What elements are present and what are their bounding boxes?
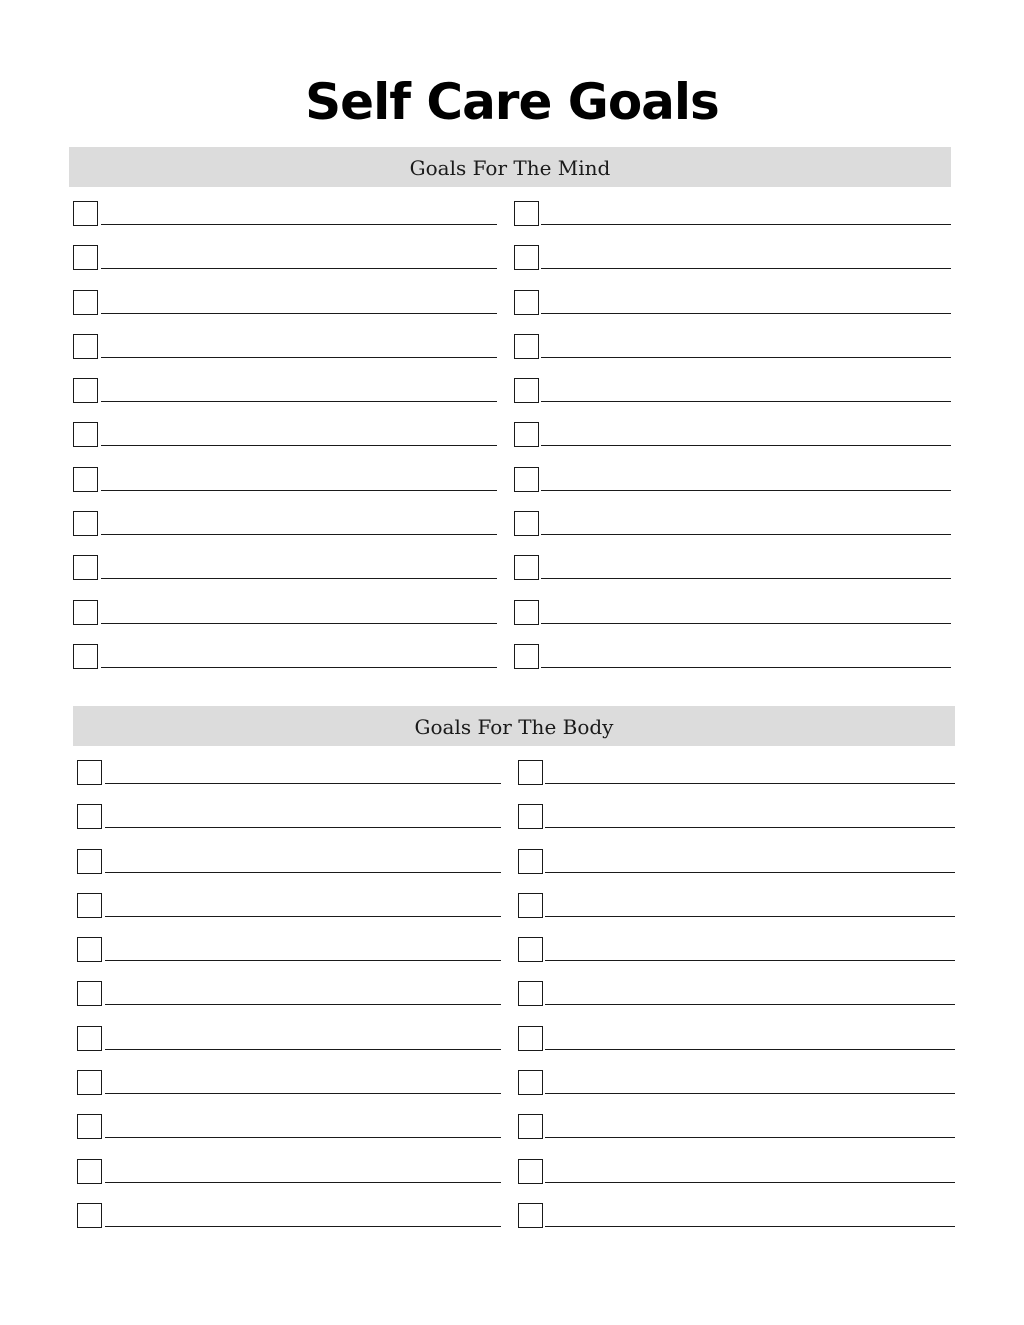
- goal-checkbox[interactable]: [514, 334, 539, 359]
- goal-item: [69, 555, 498, 599]
- goal-write-line[interactable]: [105, 1137, 501, 1138]
- goal-write-line[interactable]: [541, 268, 951, 269]
- goal-item: [502, 893, 955, 937]
- goal-checkbox[interactable]: [73, 511, 98, 536]
- goal-write-line[interactable]: [541, 313, 951, 314]
- goal-item: [498, 467, 951, 511]
- goal-write-line[interactable]: [541, 578, 951, 579]
- goal-write-line[interactable]: [541, 490, 951, 491]
- goal-write-line[interactable]: [105, 1182, 501, 1183]
- goal-item: [502, 1203, 955, 1247]
- goal-item: [502, 760, 955, 804]
- goal-write-line[interactable]: [545, 827, 955, 828]
- goal-item: [73, 893, 502, 937]
- goal-checkbox[interactable]: [73, 334, 98, 359]
- goal-checkbox[interactable]: [518, 937, 543, 962]
- goal-item: [69, 378, 498, 422]
- goal-item: [69, 467, 498, 511]
- goal-checkbox[interactable]: [73, 201, 98, 226]
- goal-column: [498, 201, 951, 688]
- goal-write-line[interactable]: [541, 401, 951, 402]
- goal-item: [69, 290, 498, 334]
- goal-item: [498, 201, 951, 245]
- goal-item: [73, 981, 502, 1025]
- goal-checkbox[interactable]: [73, 555, 98, 580]
- goal-item: [73, 1203, 502, 1247]
- goal-item: [498, 600, 951, 644]
- goal-checkbox[interactable]: [514, 245, 539, 270]
- goal-item: [73, 760, 502, 804]
- goal-checkbox[interactable]: [73, 245, 98, 270]
- goal-checkbox[interactable]: [518, 1114, 543, 1139]
- goal-write-line[interactable]: [545, 1049, 955, 1050]
- goal-checkbox[interactable]: [77, 893, 102, 918]
- goal-item: [73, 1026, 502, 1070]
- goal-write-line[interactable]: [101, 578, 497, 579]
- goal-item: [73, 1070, 502, 1114]
- goal-checkbox[interactable]: [518, 804, 543, 829]
- goal-column: [502, 760, 955, 1247]
- section-body: [73, 706, 955, 1247]
- goal-write-line[interactable]: [545, 783, 955, 784]
- goal-write-line[interactable]: [105, 783, 501, 784]
- goal-checkbox[interactable]: [518, 1070, 543, 1095]
- goal-write-line[interactable]: [101, 534, 497, 535]
- goal-checkbox[interactable]: [514, 201, 539, 226]
- goal-item: [502, 1114, 955, 1158]
- goal-checkbox[interactable]: [514, 511, 539, 536]
- section-heading-mind: Goals For The Mind: [69, 147, 951, 187]
- goal-write-line[interactable]: [541, 623, 951, 624]
- goal-item: [498, 334, 951, 378]
- goal-checkbox[interactable]: [77, 1026, 102, 1051]
- goal-item: [69, 511, 498, 555]
- goal-write-line[interactable]: [101, 313, 497, 314]
- goal-item: [498, 511, 951, 555]
- goal-write-line[interactable]: [545, 1137, 955, 1138]
- goal-write-line[interactable]: [101, 445, 497, 446]
- goal-checkbox[interactable]: [77, 1114, 102, 1139]
- goal-write-line[interactable]: [541, 357, 951, 358]
- goal-checkbox[interactable]: [77, 804, 102, 829]
- goal-write-line[interactable]: [105, 872, 501, 873]
- goal-checkbox[interactable]: [518, 1203, 543, 1228]
- goal-write-line[interactable]: [541, 224, 951, 225]
- goal-item: [69, 201, 498, 245]
- goal-write-line[interactable]: [105, 916, 501, 917]
- goal-write-line[interactable]: [105, 960, 501, 961]
- goal-write-line[interactable]: [101, 623, 497, 624]
- goal-checkbox[interactable]: [514, 378, 539, 403]
- goal-checkbox[interactable]: [518, 981, 543, 1006]
- goal-checkbox[interactable]: [73, 467, 98, 492]
- goal-item: [73, 1114, 502, 1158]
- goal-item: [498, 422, 951, 466]
- section-heading-body: Goals For The Body: [73, 706, 955, 746]
- goal-item: [502, 1070, 955, 1114]
- goal-item: [502, 849, 955, 893]
- section-mind: [69, 147, 951, 688]
- goal-write-line[interactable]: [541, 667, 951, 668]
- goal-write-line[interactable]: [545, 960, 955, 961]
- goal-write-line[interactable]: [105, 827, 501, 828]
- goal-item: [498, 290, 951, 334]
- goal-write-line[interactable]: [101, 401, 497, 402]
- goal-item: [73, 849, 502, 893]
- goal-item: [498, 245, 951, 289]
- goal-write-line[interactable]: [545, 1004, 955, 1005]
- goal-checkbox[interactable]: [518, 1159, 543, 1184]
- goal-item: [73, 937, 502, 981]
- goal-checkbox[interactable]: [518, 1026, 543, 1051]
- goal-item: [69, 422, 498, 466]
- goal-item: [502, 804, 955, 848]
- goal-item: [498, 555, 951, 599]
- goal-checkbox[interactable]: [514, 290, 539, 315]
- goal-checkbox[interactable]: [77, 937, 102, 962]
- goal-checkbox[interactable]: [73, 644, 98, 669]
- goal-write-line[interactable]: [545, 916, 955, 917]
- goal-write-line[interactable]: [545, 1182, 955, 1183]
- goal-checkbox[interactable]: [73, 422, 98, 447]
- goal-checkbox[interactable]: [77, 849, 102, 874]
- goal-item: [69, 600, 498, 644]
- goal-checkbox[interactable]: [518, 849, 543, 874]
- goal-write-line[interactable]: [105, 1049, 501, 1050]
- goal-checkbox[interactable]: [77, 981, 102, 1006]
- goal-item: [69, 245, 498, 289]
- goal-write-line[interactable]: [545, 1226, 955, 1227]
- goal-write-line[interactable]: [541, 534, 951, 535]
- goal-write-line[interactable]: [105, 1226, 501, 1227]
- goal-checkbox[interactable]: [518, 760, 543, 785]
- goal-write-line[interactable]: [541, 445, 951, 446]
- goal-checkbox[interactable]: [518, 893, 543, 918]
- goal-grid-body: [73, 760, 955, 1247]
- goal-checkbox[interactable]: [514, 422, 539, 447]
- goal-checkbox[interactable]: [73, 290, 98, 315]
- goal-column: [73, 760, 502, 1247]
- goal-item: [69, 334, 498, 378]
- goal-checkbox[interactable]: [73, 378, 98, 403]
- goal-column: [69, 201, 498, 688]
- goal-item: [73, 1159, 502, 1203]
- goal-write-line[interactable]: [101, 357, 497, 358]
- goal-item: [498, 644, 951, 688]
- goal-write-line[interactable]: [101, 667, 497, 668]
- goal-write-line[interactable]: [105, 1004, 501, 1005]
- goal-item: [498, 378, 951, 422]
- goal-write-line[interactable]: [545, 872, 955, 873]
- goal-grid-mind: [69, 201, 951, 688]
- goal-item: [69, 644, 498, 688]
- goal-checkbox[interactable]: [77, 1159, 102, 1184]
- goal-item: [502, 981, 955, 1025]
- goal-checkbox[interactable]: [77, 1070, 102, 1095]
- goal-checkbox[interactable]: [77, 760, 102, 785]
- goal-write-line[interactable]: [101, 224, 497, 225]
- goal-item: [502, 1159, 955, 1203]
- goal-checkbox[interactable]: [514, 644, 539, 669]
- goal-write-line[interactable]: [545, 1093, 955, 1094]
- goal-item: [502, 1026, 955, 1070]
- goal-item: [73, 804, 502, 848]
- goal-item: [502, 937, 955, 981]
- goal-checkbox[interactable]: [514, 600, 539, 625]
- goal-checkbox[interactable]: [514, 555, 539, 580]
- goal-write-line[interactable]: [101, 268, 497, 269]
- goal-write-line[interactable]: [105, 1093, 501, 1094]
- goal-write-line[interactable]: [101, 490, 497, 491]
- goal-checkbox[interactable]: [514, 467, 539, 492]
- goal-checkbox[interactable]: [77, 1203, 102, 1228]
- goal-checkbox[interactable]: [73, 600, 98, 625]
- page-title: Self Care Goals: [305, 73, 719, 131]
